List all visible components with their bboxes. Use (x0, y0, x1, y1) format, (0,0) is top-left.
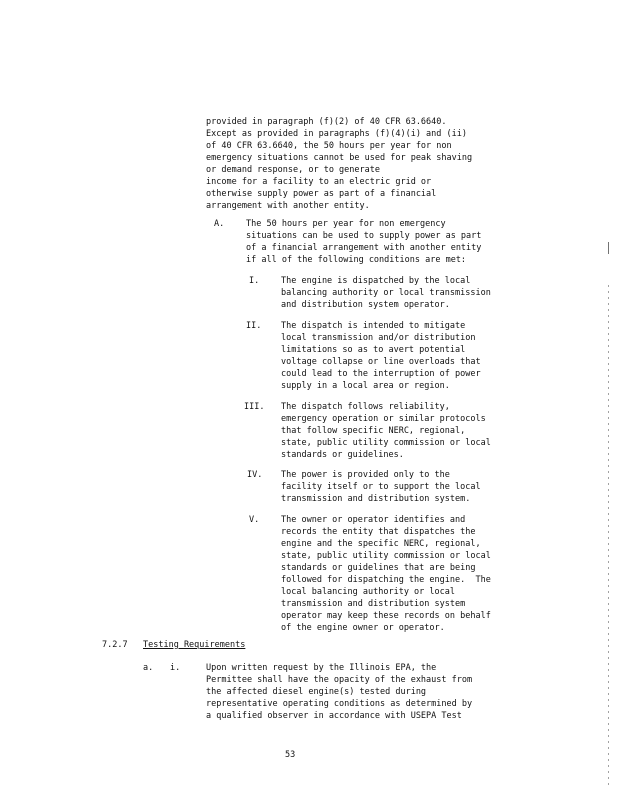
subitem-line: local transmission and/or distribution (281, 333, 476, 343)
subitem-line: balancing authority or local transmission (281, 288, 491, 298)
intro-line: otherwise supply power as part of a financial (206, 189, 437, 199)
subitem-line: operator may keep these records on behalf (281, 611, 491, 621)
subitem-line: standards or guidelines that are being (281, 563, 476, 573)
page-number: 53 (285, 750, 296, 760)
subitem-line: standards or guidelines. (281, 450, 404, 460)
testing-line: a qualified observer in accordance with USEPA Test (206, 711, 462, 721)
testing-marker-i: i. (170, 663, 181, 673)
intro-line: Except as provided in paragraphs (f)(4)(i) and (ii) (206, 129, 467, 139)
subitem-line: The dispatch is intended to mitigate (281, 321, 466, 331)
subitem-line: transmission and distribution system (281, 599, 466, 609)
subitem-line: engine and the specific NERC, regional, (281, 539, 481, 549)
subitem-line: records the entity that dispatches the (281, 527, 476, 537)
subitem-line: The power is provided only to the (281, 470, 450, 480)
testing-line: the affected diesel engine(s) tested during (206, 687, 427, 697)
item-a-line: if all of the following conditions are met: (246, 255, 467, 265)
intro-line: or demand response, or to generate (206, 165, 380, 175)
subitem-line: followed for dispatching the engine. The (281, 575, 491, 585)
intro-line: of 40 CFR 63.6640, the 50 hours per year for non (206, 141, 452, 151)
subitem-line: could lead to the interruption of power (281, 369, 481, 379)
testing-line: Permittee shall have the opacity of the exhaust from (206, 675, 473, 685)
subitem-line: emergency operation or similar protocols (281, 414, 486, 424)
subitem-marker: V. (249, 515, 260, 525)
subitem-line: transmission and distribution system. (281, 494, 471, 504)
item-a-line: situations can be used to supply power as part (246, 231, 482, 241)
item-a-line: of a financial arrangement with another entity (246, 243, 482, 253)
subitem-line: The dispatch follows reliability, (281, 402, 450, 412)
subitem-line: state, public utility commission or local (281, 438, 491, 448)
testing-line: representative operating conditions as determined by (206, 699, 473, 709)
subitem-line: local balancing authority or local (281, 587, 455, 597)
section-number: 7.2.7 (102, 640, 128, 650)
subitem-line: The engine is dispatched by the local (281, 276, 471, 286)
section-title: Testing Requirements (143, 640, 246, 650)
subitem-line: and distribution system operator. (281, 300, 450, 310)
testing-line: Upon written request by the Illinois EPA, the (206, 663, 437, 673)
subitem-marker: IV. (247, 470, 263, 480)
intro-line: income for a facility to an electric grid or (206, 177, 432, 187)
testing-marker-a: a. (143, 663, 154, 673)
subitem-line: state, public utility commission or local (281, 551, 491, 561)
subitem-marker: III. (244, 402, 265, 412)
intro-line: emergency situations cannot be used for peak shaving (206, 153, 473, 163)
subitem-line: facility itself or to support the local (281, 482, 481, 492)
margin-mark (608, 242, 609, 254)
item-a-marker: A. (214, 219, 225, 229)
intro-line: provided in paragraph (f)(2) of 40 CFR 63.6640. (206, 117, 447, 127)
subitem-marker: I. (249, 276, 260, 286)
item-a-line: The 50 hours per year for non emergency (246, 219, 446, 229)
subitem-line: The owner or operator identifies and (281, 515, 466, 525)
subitem-line: of the engine owner or operator. (281, 623, 445, 633)
intro-line: arrangement with another entity. (206, 201, 370, 211)
subitem-line: that follow specific NERC, regional, (281, 426, 466, 436)
subitem-line: supply in a local area or region. (281, 381, 450, 391)
subitem-line: limitations so as to avert potential (281, 345, 466, 355)
subitem-marker: II. (246, 321, 262, 331)
subitem-line: voltage collapse or line overloads that (281, 357, 481, 367)
scan-edge (608, 285, 609, 785)
